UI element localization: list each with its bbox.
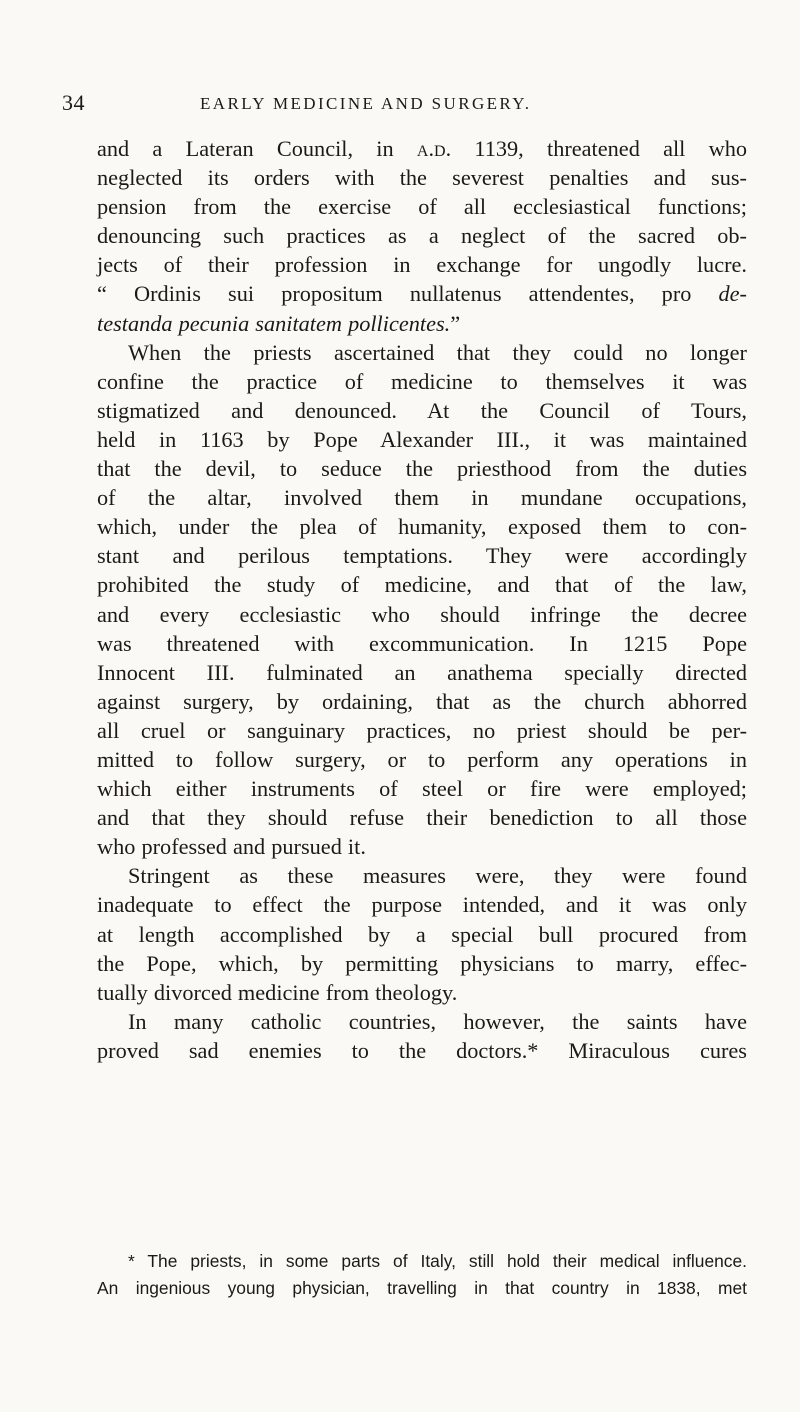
text-line: the Pope, which, by permitting physicians to marry, effec-: [97, 950, 747, 976]
body-text: [97, 134, 747, 1065]
text-line: held in 1163 by Pope Alexander III., it was maintained: [97, 426, 747, 452]
text-line: inadequate to effect the purpose intended, and it was only: [97, 892, 747, 918]
paragraph-start-line: Stringent as these measures were, they were found: [128, 863, 747, 889]
text-line: and a Lateran Council, in a.d. 1139, threatened all who: [97, 136, 748, 161]
text-line: proved sad enemies to the doctors.* Miraculous cures: [97, 1037, 747, 1063]
text-line: stant and perilous temptations. They were accordingly: [97, 543, 747, 569]
footnote-line: An ingenious young physician, travelling in that country in 1838, met: [97, 1278, 747, 1298]
text-line: mitted to follow surgery, or to perform any operations in: [97, 746, 747, 772]
text-line: denouncing such practices as a neglect of the sacred ob-: [97, 223, 747, 249]
text-line: of the altar, involved them in mundane occupations,: [97, 485, 747, 511]
text-line: against surgery, by ordaining, that as the church abhorred: [97, 688, 747, 714]
text-line: pension from the exercise of all ecclesiastical functions;: [97, 194, 747, 220]
text-line: jects of their profession in exchange for ungodly lucre.: [97, 252, 747, 278]
text-line: and every ecclesiastic who should infringe the decree: [97, 601, 747, 627]
page-number: 34: [62, 90, 85, 115]
latin-quote-line: “ Ordinis sui propositum nullatenus attendentes, pro de-: [97, 281, 747, 307]
footnote-line: * The priests, in some parts of Italy, still hold their medical influence.: [128, 1251, 747, 1271]
text-line: and that they should refuse their benediction to all those: [97, 805, 747, 831]
text-line: at length accomplished by a special bull procured from: [97, 921, 747, 947]
latin-quote-line: testanda pecunia sanitatem pollicentes.”: [97, 310, 461, 336]
text-line: neglected its orders with the severest penalties and sus-: [97, 165, 747, 191]
text-line: which either instruments of steel or fire were employed;: [97, 776, 747, 802]
text-line: was threatened with excommunication. In 1215 Pope: [97, 630, 747, 656]
text-line: that the devil, to seduce the priesthood from the duties: [97, 456, 747, 482]
footnote: [97, 1248, 747, 1302]
running-title: EARLY MEDICINE AND SURGERY.: [200, 94, 532, 113]
text-line: Innocent III. fulminated an anathema specially directed: [97, 659, 747, 685]
text-line: stigmatized and denounced. At the Council of Tours,: [97, 397, 747, 423]
paragraph-start-line: When the priests ascertained that they could no longer: [128, 339, 747, 365]
paragraph-start-line: In many catholic countries, however, the saints have: [128, 1008, 747, 1034]
text-line: prohibited the study of medicine, and that of the law,: [97, 572, 747, 598]
text-line: tually divorced medicine from theology.: [97, 979, 458, 1005]
text-line: who professed and pursued it.: [97, 834, 366, 860]
text-line: which, under the plea of humanity, exposed them to con-: [97, 514, 747, 540]
text-line: all cruel or sanguinary practices, no priest should be per-: [97, 717, 747, 743]
text-line: confine the practice of medicine to themselves it was: [97, 368, 747, 394]
